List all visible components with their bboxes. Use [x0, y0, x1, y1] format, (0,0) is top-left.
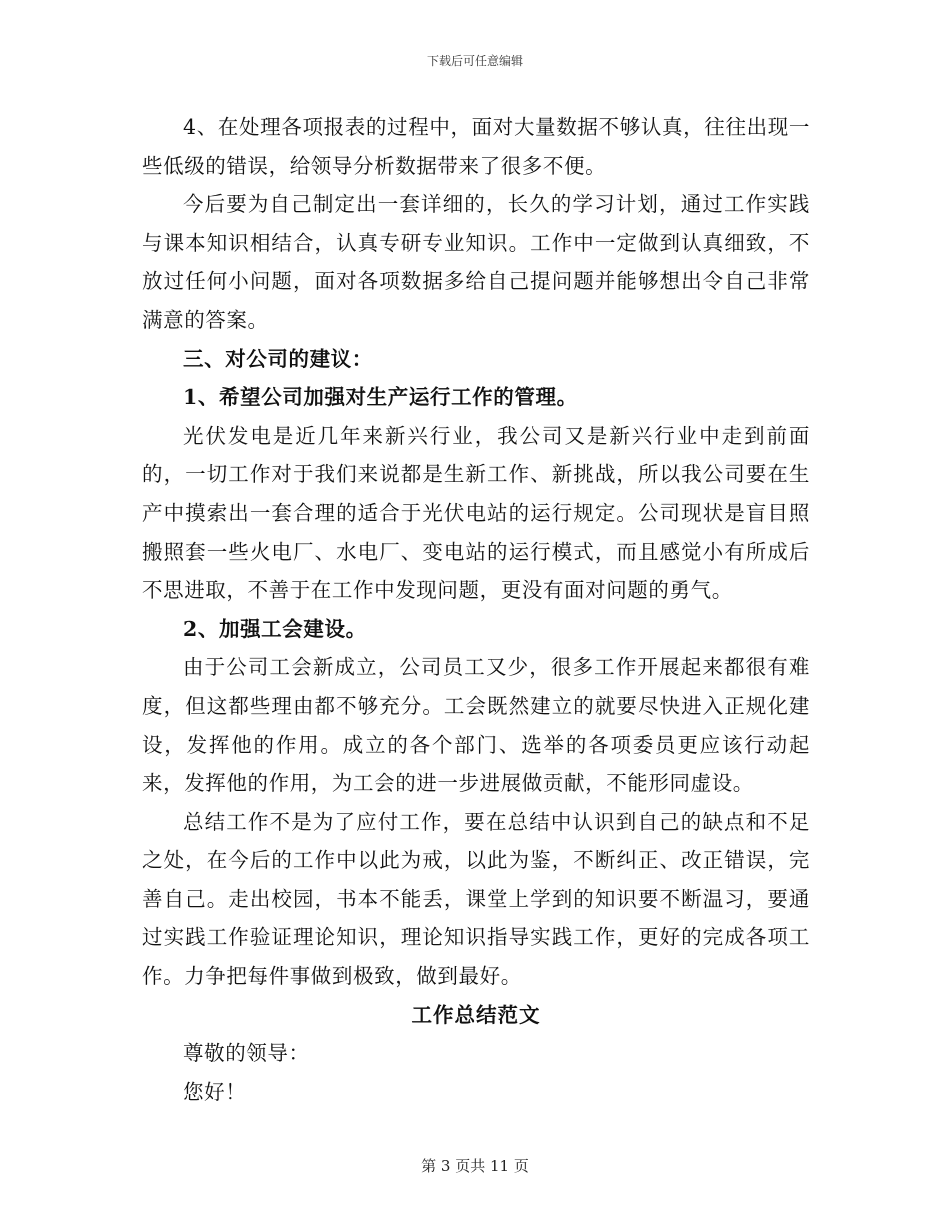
paragraph-union: 由于公司工会新成立，公司员工又少，很多工作开展起来都很有难度，但这都些理由都不够充分。工会既然建立的就要尽快进入正规化建设，发挥他的作用。成立的各个部门、选举的各项委员更应该行动起来，发挥他的作用，为工会的进一步进展做贡献，不能形同虚设。 — [142, 655, 810, 796]
section-heading-suggestions: 三、对公司的建议： — [183, 346, 373, 371]
subheading-production-management: 1、希望公司加强对生产运行工作的管理。 — [183, 385, 578, 410]
subheading-union-construction: 2、加强工会建设。 — [183, 616, 367, 641]
section-title-sample: 工作总结范文 — [411, 1002, 541, 1027]
paragraph-report-errors: 4、在处理各项报表的过程中，面对大量数据不够认真，往往出现一些低级的错误，给领导分析数据带来了很多不便。 — [142, 115, 810, 178]
page-footer: 第 3 页共 11 页 — [421, 1157, 529, 1175]
paragraph-solar-industry: 光伏发电是近几年来新兴行业，我公司又是新兴行业中走到前面的，一切工作对于我们来说都是生新工作、新挑战，所以我公司要在生产中摸索出一套合理的适合于光伏电站的运行规定。公司现状是盲目照搬照套一些火电厂、水电厂、变电站的运行模式，而且感觉小有所成后不思进取，不善于在工作中发现问题，更没有面对问题的勇气。 — [142, 423, 810, 603]
greeting: 您好！ — [183, 1079, 247, 1104]
paragraph-study-plan: 今后要为自己制定出一套详细的，长久的学习计划，通过工作实践与课本知识相结合，认真专研专业知识。工作中一定做到认真细致，不放过任何小问题，面对各项数据多给自己提问题并能够想出令自己非常满意的答案。 — [142, 192, 810, 332]
document-body — [142, 108, 810, 1111]
paragraph-summary: 总结工作不是为了应付工作，要在总结中认识到自己的缺点和不足之处，在今后的工作中以此为戒，以此为鉴，不断纠正、改正错误，完善自己。走出校园，书本不能丢，课堂上学到的知识要不断温习，要通过实践工作验证理论知识，理论知识指导实践工作，更好的完成各项工作。力争把每件事做到极致，做到最好。 — [142, 809, 810, 989]
salutation: 尊敬的领导： — [183, 1041, 310, 1066]
page-header: 下载后可任意编辑 — [426, 54, 523, 68]
